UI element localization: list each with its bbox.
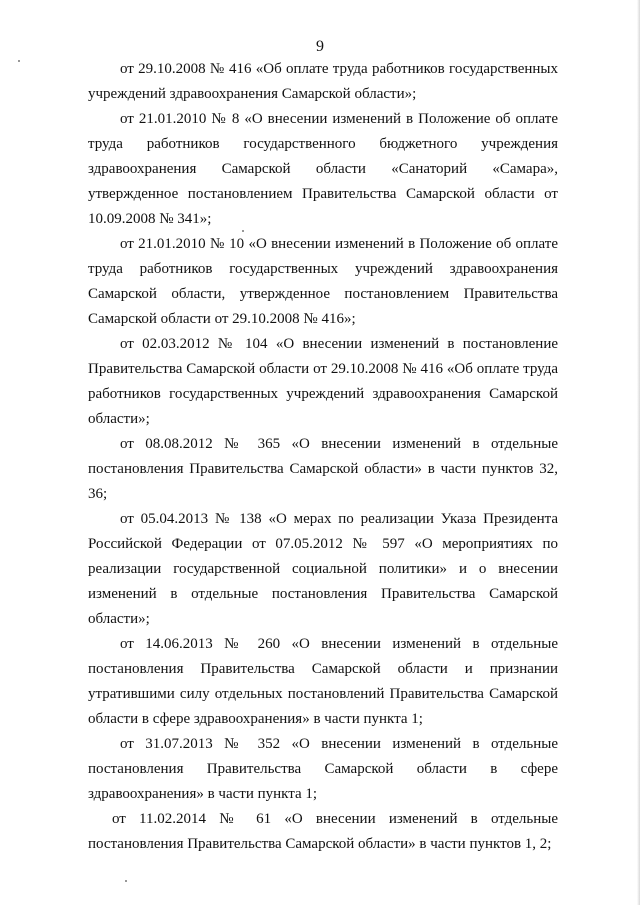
list-item-regulation-365: от 08.08.2012 № 365 «О внесении изменений в отдельные постановления Правительства Самарской области» в части пунктов 32, 36; — [88, 436, 558, 502]
scan-speck — [125, 880, 127, 882]
scan-speck — [242, 230, 244, 232]
document-body — [88, 57, 558, 857]
list-item-regulation-104: от 02.03.2012 № 104 «О внесении изменений в постановление Правительства Самарской области от 29.10.2008 № 416 «Об оплате труда работников государственных учреждений здравоохранения Самарской области»; — [88, 336, 558, 427]
page-number: 9 — [316, 38, 324, 55]
list-item-regulation-61: от 11.02.2014 № 61 «О внесении изменений в отдельные постановления Правительства Самарской области» в части пунктов 1, 2; — [88, 811, 558, 852]
list-item-regulation-260: от 14.06.2013 № 260 «О внесении изменений в отдельные постановления Правительства Самарской области и признании утратившими силу отдельных постановлений Правительства Самарской области в сфере здравоохранения» в части пункта 1; — [88, 636, 558, 727]
list-item-regulation-416: от 29.10.2008 № 416 «Об оплате труда работников государственных учреждений здравоохранения Самарской области»; — [88, 61, 558, 102]
list-item-regulation-138: от 05.04.2013 № 138 «О мерах по реализации Указа Президента Российской Федерации от 07.05.2012 № 597 «О мероприятиях по реализации государственной социальной политики» и о внесении изменений в отдельные постановления Правительства Самарской области»; — [88, 511, 558, 627]
list-item-regulation-8: от 21.01.2010 № 8 «О внесении изменений в Положение об оплате труда работников государственного бюджетного учреждения здравоохранения Самарской области «Санаторий «Самара», утвержденное постановлением Правительства Самарской области от 10.09.2008 № 341»; — [88, 111, 558, 227]
list-item-regulation-10: от 21.01.2010 № 10 «О внесении изменений в Положение об оплате труда работников государственных учреждений здравоохранения Самарской области, утвержденное постановлением Правительства Самарской области от 29.10.2008 № 416»; — [88, 236, 558, 327]
list-item-regulation-352: от 31.07.2013 № 352 «О внесении изменений в отдельные постановления Правительства Самарской области в сфере здравоохранения» в части пункта 1; — [88, 736, 558, 802]
scan-speck — [18, 60, 20, 62]
